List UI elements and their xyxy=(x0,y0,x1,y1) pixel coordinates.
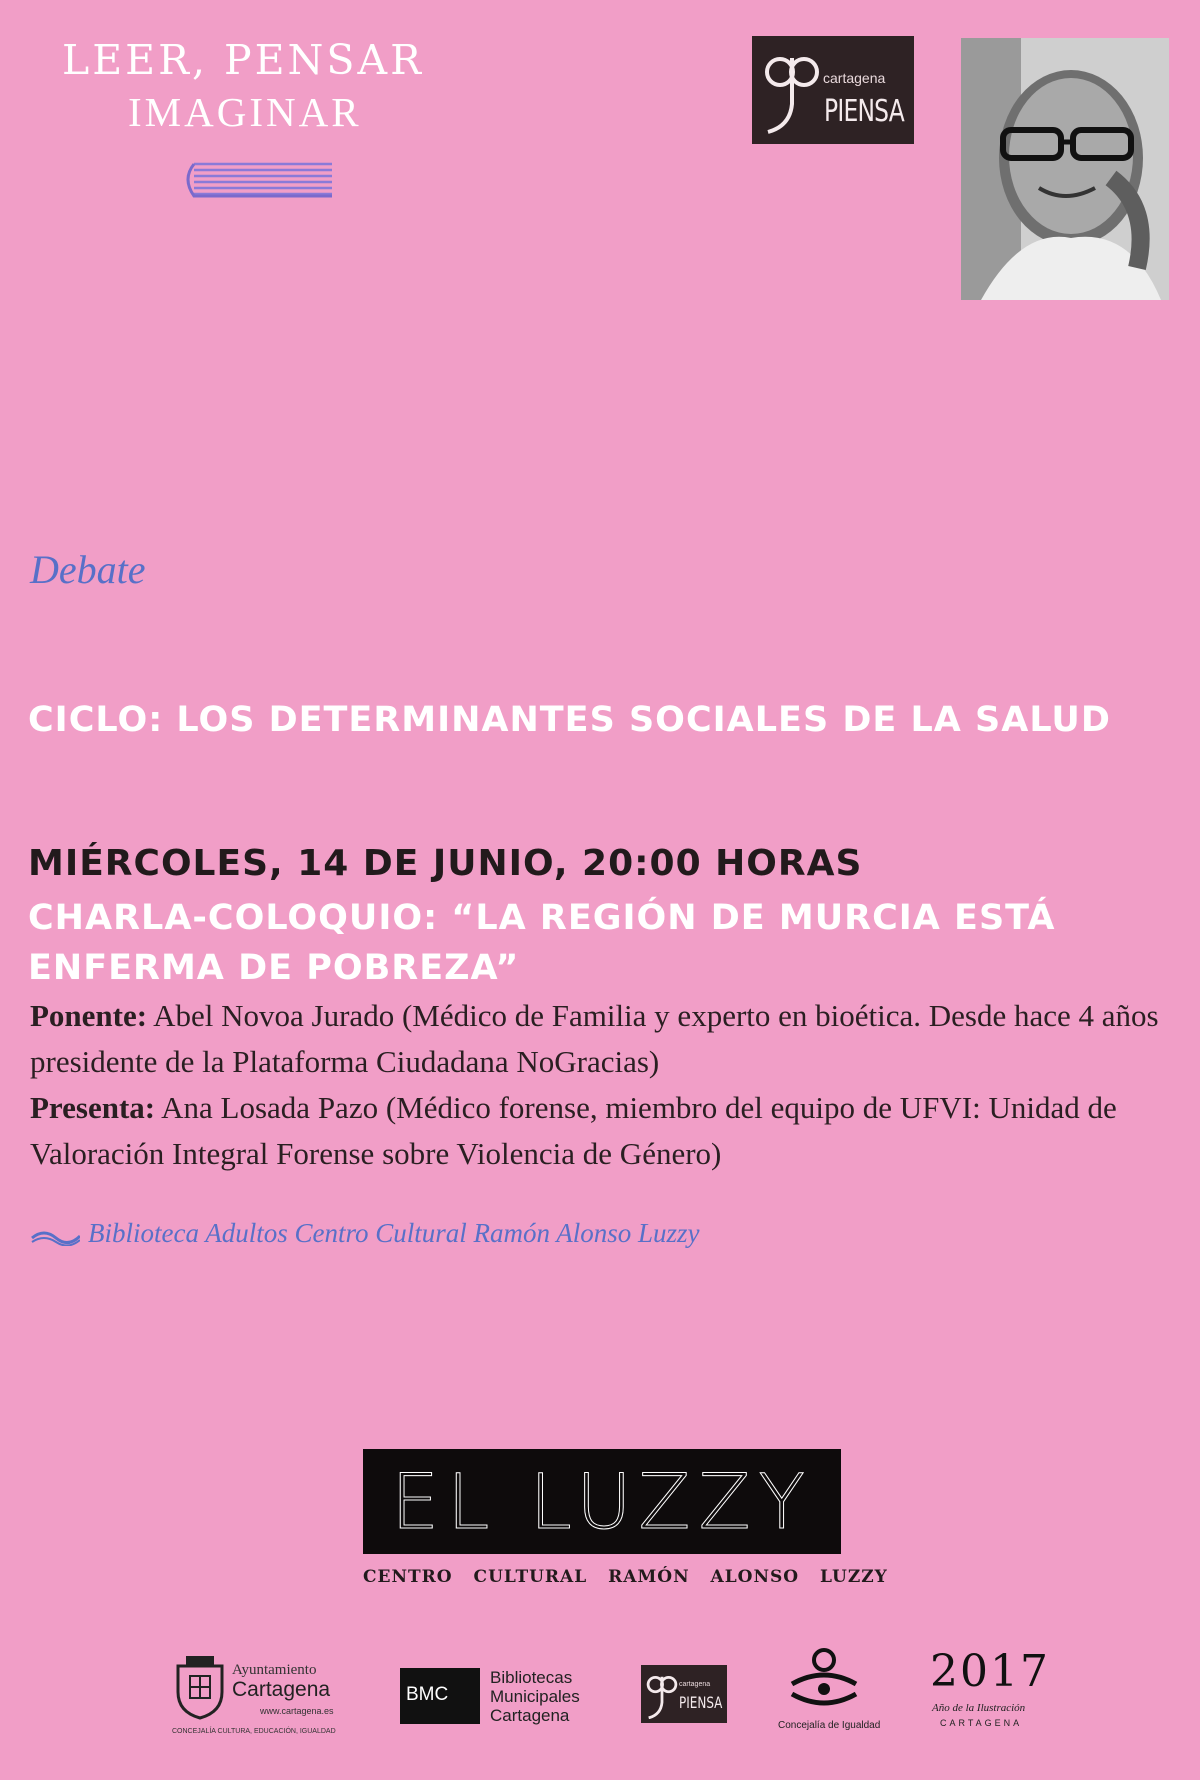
igualdad-caption: Concejalía de Igualdad xyxy=(778,1720,881,1731)
coat-of-arms-icon xyxy=(172,1652,228,1722)
igualdad-logo xyxy=(776,1646,881,1736)
cartagena-piensa-logo xyxy=(752,36,914,144)
cp-mark-small-icon xyxy=(644,1669,680,1719)
year-2017-logo xyxy=(926,1646,1066,1736)
year-subtitle: Año de la Ilustración xyxy=(932,1702,1026,1714)
brand-line-2: IMAGINAR xyxy=(128,89,362,135)
cp-big-text: PIENSA xyxy=(679,1693,723,1712)
cp-logo-big-text: PIENSA xyxy=(824,94,904,129)
year-city: CARTAGENA xyxy=(940,1718,1023,1728)
ayto-dept: CONCEJALÍA CULTURA, EDUCACIÓN, IGUALDAD xyxy=(172,1728,336,1735)
brand-line-1: LEER, PENSAR xyxy=(62,36,424,84)
speaker-photo xyxy=(961,38,1169,300)
igualdad-icon xyxy=(784,1646,864,1718)
wave-icon xyxy=(30,1226,80,1246)
bmc-abbr: BMC xyxy=(406,1684,449,1705)
ayto-line-1: Ayuntamiento xyxy=(232,1662,317,1678)
ayto-line-2: Cartagena xyxy=(232,1678,331,1701)
bmc-line-1: Bibliotecas xyxy=(490,1668,573,1687)
ayuntamiento-logo xyxy=(172,1646,352,1736)
luzzy-subtitle: CENTRO CULTURAL RAMÓN ALONSO LUZZY xyxy=(363,1567,888,1587)
category-label: Debate xyxy=(30,547,146,592)
cp-logo-small-text: cartagena xyxy=(823,70,886,86)
bmc-logo xyxy=(400,1646,590,1736)
presenter-text: Ana Losada Pazo (Médico forense, miembro del equipo de UFVI: Unidad de Valoración Integral Forense sobre Violencia de Género) xyxy=(30,1090,1117,1171)
el-luzzy-logo xyxy=(363,1449,841,1554)
bmc-line-2: Municipales xyxy=(490,1687,580,1706)
cartagena-piensa-small-logo xyxy=(641,1665,727,1723)
venue xyxy=(30,1218,700,1249)
speaker-text: Abel Novoa Jurado (Médico de Familia y experto en bioética. Desde hace 4 años presidente de la Plataforma Ciudadana NoGracias) xyxy=(30,998,1159,1079)
bmc-box xyxy=(400,1668,480,1724)
talk-title: CHARLA-COLOQUIO: “LA REGIÓN DE MURCIA ESTÁ ENFERMA DE POBREZA” xyxy=(28,898,1056,988)
luzzy-logo-text: EL LUZZY xyxy=(391,1457,813,1546)
year-number: 2017 xyxy=(930,1646,1050,1697)
event-date: MIÉRCOLES, 14 DE JUNIO, 20:00 HORAS xyxy=(28,843,863,884)
bmc-line-3: Cartagena xyxy=(490,1706,570,1725)
ayto-url: www.cartagena.es xyxy=(260,1706,334,1716)
book-icon xyxy=(180,160,340,202)
venue-text: Biblioteca Adultos Centro Cultural Ramón Alonso Luzzy xyxy=(88,1218,700,1248)
speaker-label: Ponente: xyxy=(30,998,148,1033)
cycle-title: CICLO: LOS DETERMINANTES SOCIALES DE LA SALUD xyxy=(28,700,1111,740)
cp-mark-icon xyxy=(760,44,824,134)
presenter-label: Presenta: xyxy=(30,1090,156,1125)
cp-small-text: cartagena xyxy=(679,1681,711,1688)
event-description xyxy=(30,993,1190,1177)
